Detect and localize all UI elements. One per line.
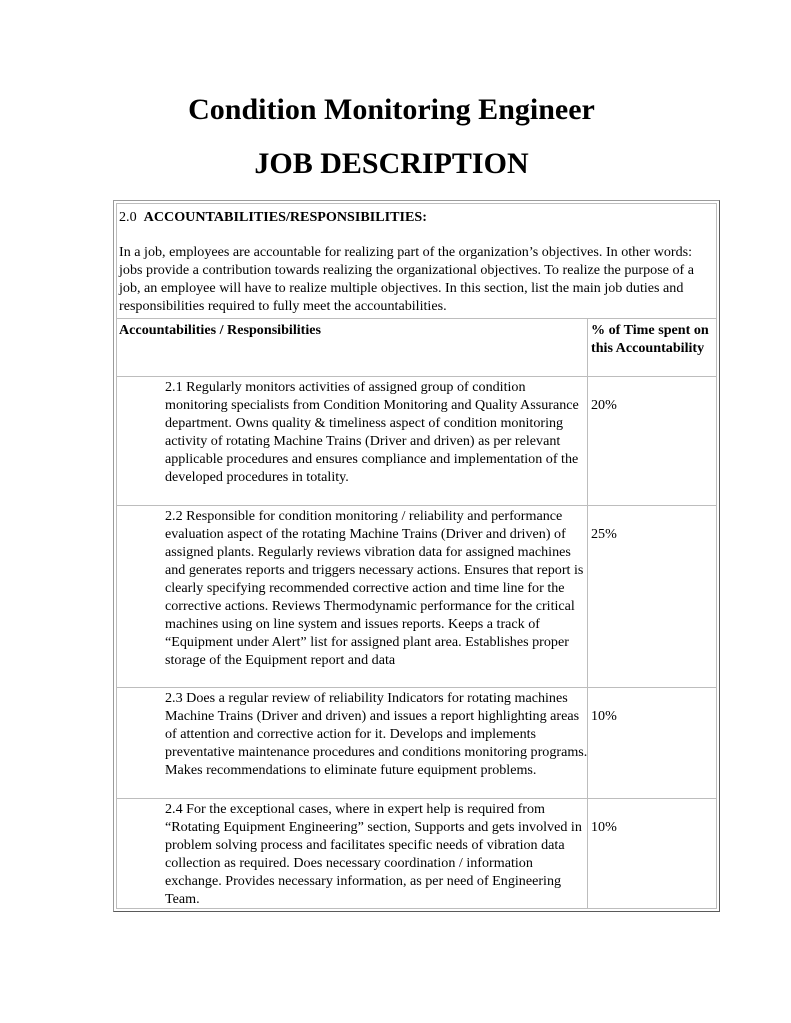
divider bbox=[117, 376, 716, 377]
table-row-text: 2.1 Regularly monitors activities of assigned group of condition monitoring specialists from Condition Monitoring and Quality Assurance department. Owns quality & timeliness aspect of condition monitoring activity of rotating Machine Trains (Driver and driven) as per relevant applicable procedures and ensures compliance and implementation of the developed procedures in totality. bbox=[165, 379, 579, 485]
divider bbox=[117, 318, 716, 319]
column-divider bbox=[116, 318, 117, 908]
table-row-text: 2.2 Responsible for condition monitoring / reliability and performance evaluation aspect of the rotating Machine Trains (Driver and driven) of assigned plants. Regularly reviews vibration data for assigned machines and generates reports and triggers necessary actions. Ensures that report is clearly specifying recommended corrective action and time line for the corrective actions. Reviews Thermodynamic performance for the critical machines using on line system and issues reports. Keeps a track of “Equipment under Alert” list for assigned plant area. Establishes proper storage of the Equipment report and data bbox=[165, 508, 584, 668]
column-header-responsibilities: Accountabilities / Responsibilities bbox=[119, 322, 322, 338]
table-row-text: 2.4 For the exceptional cases, where in expert help is required from “Rotating Equipment Engineering” section, Supports and gets involved in problem solving process and facilitates specific needs of vibration data collection as required. Does necessary coordination / information exchange. Provides necessary information, as per need of Engineering Team. bbox=[165, 801, 582, 907]
section-number: 2.0 bbox=[119, 209, 137, 225]
divider bbox=[117, 505, 716, 506]
document-title: Condition Monitoring Engineer bbox=[188, 93, 595, 126]
section-title: ACCOUNTABILITIES/RESPONSIBILITIES: bbox=[143, 209, 427, 225]
table-row-percent: 10% bbox=[591, 819, 617, 835]
column-header-time-spent: % of Time spent on this Accountability bbox=[591, 322, 709, 356]
table-row-percent: 10% bbox=[591, 708, 617, 724]
table-row-percent: 25% bbox=[591, 526, 617, 542]
table-row-text: 2.3 Does a regular review of reliability Indicators for rotating machines Machine Trains (Driver and driven) and issues a report highlighting areas of attention and corrective action for it. Develops and implements preventative maintenance procedures and conditions monitoring programs. Makes recommendations to eliminate future equipment problems. bbox=[165, 690, 588, 778]
responsibilities-table bbox=[113, 200, 720, 912]
section-intro bbox=[119, 208, 715, 315]
section-heading bbox=[119, 208, 715, 226]
table-row-percent: 20% bbox=[591, 397, 617, 413]
document-subtitle: JOB DESCRIPTION bbox=[254, 147, 529, 180]
table-inner bbox=[116, 203, 717, 909]
divider bbox=[117, 687, 716, 688]
section-intro-text: In a job, employees are accountable for realizing part of the organization’s objectives. In other words: jobs provide a contribution towards realizing the organizational objectives. To realize the purpose of a job, an employee will have to realize multiple objectives. In this section, list the main job duties and responsibilities required to fully meet the accountabilities. bbox=[119, 244, 694, 314]
divider bbox=[117, 798, 716, 799]
